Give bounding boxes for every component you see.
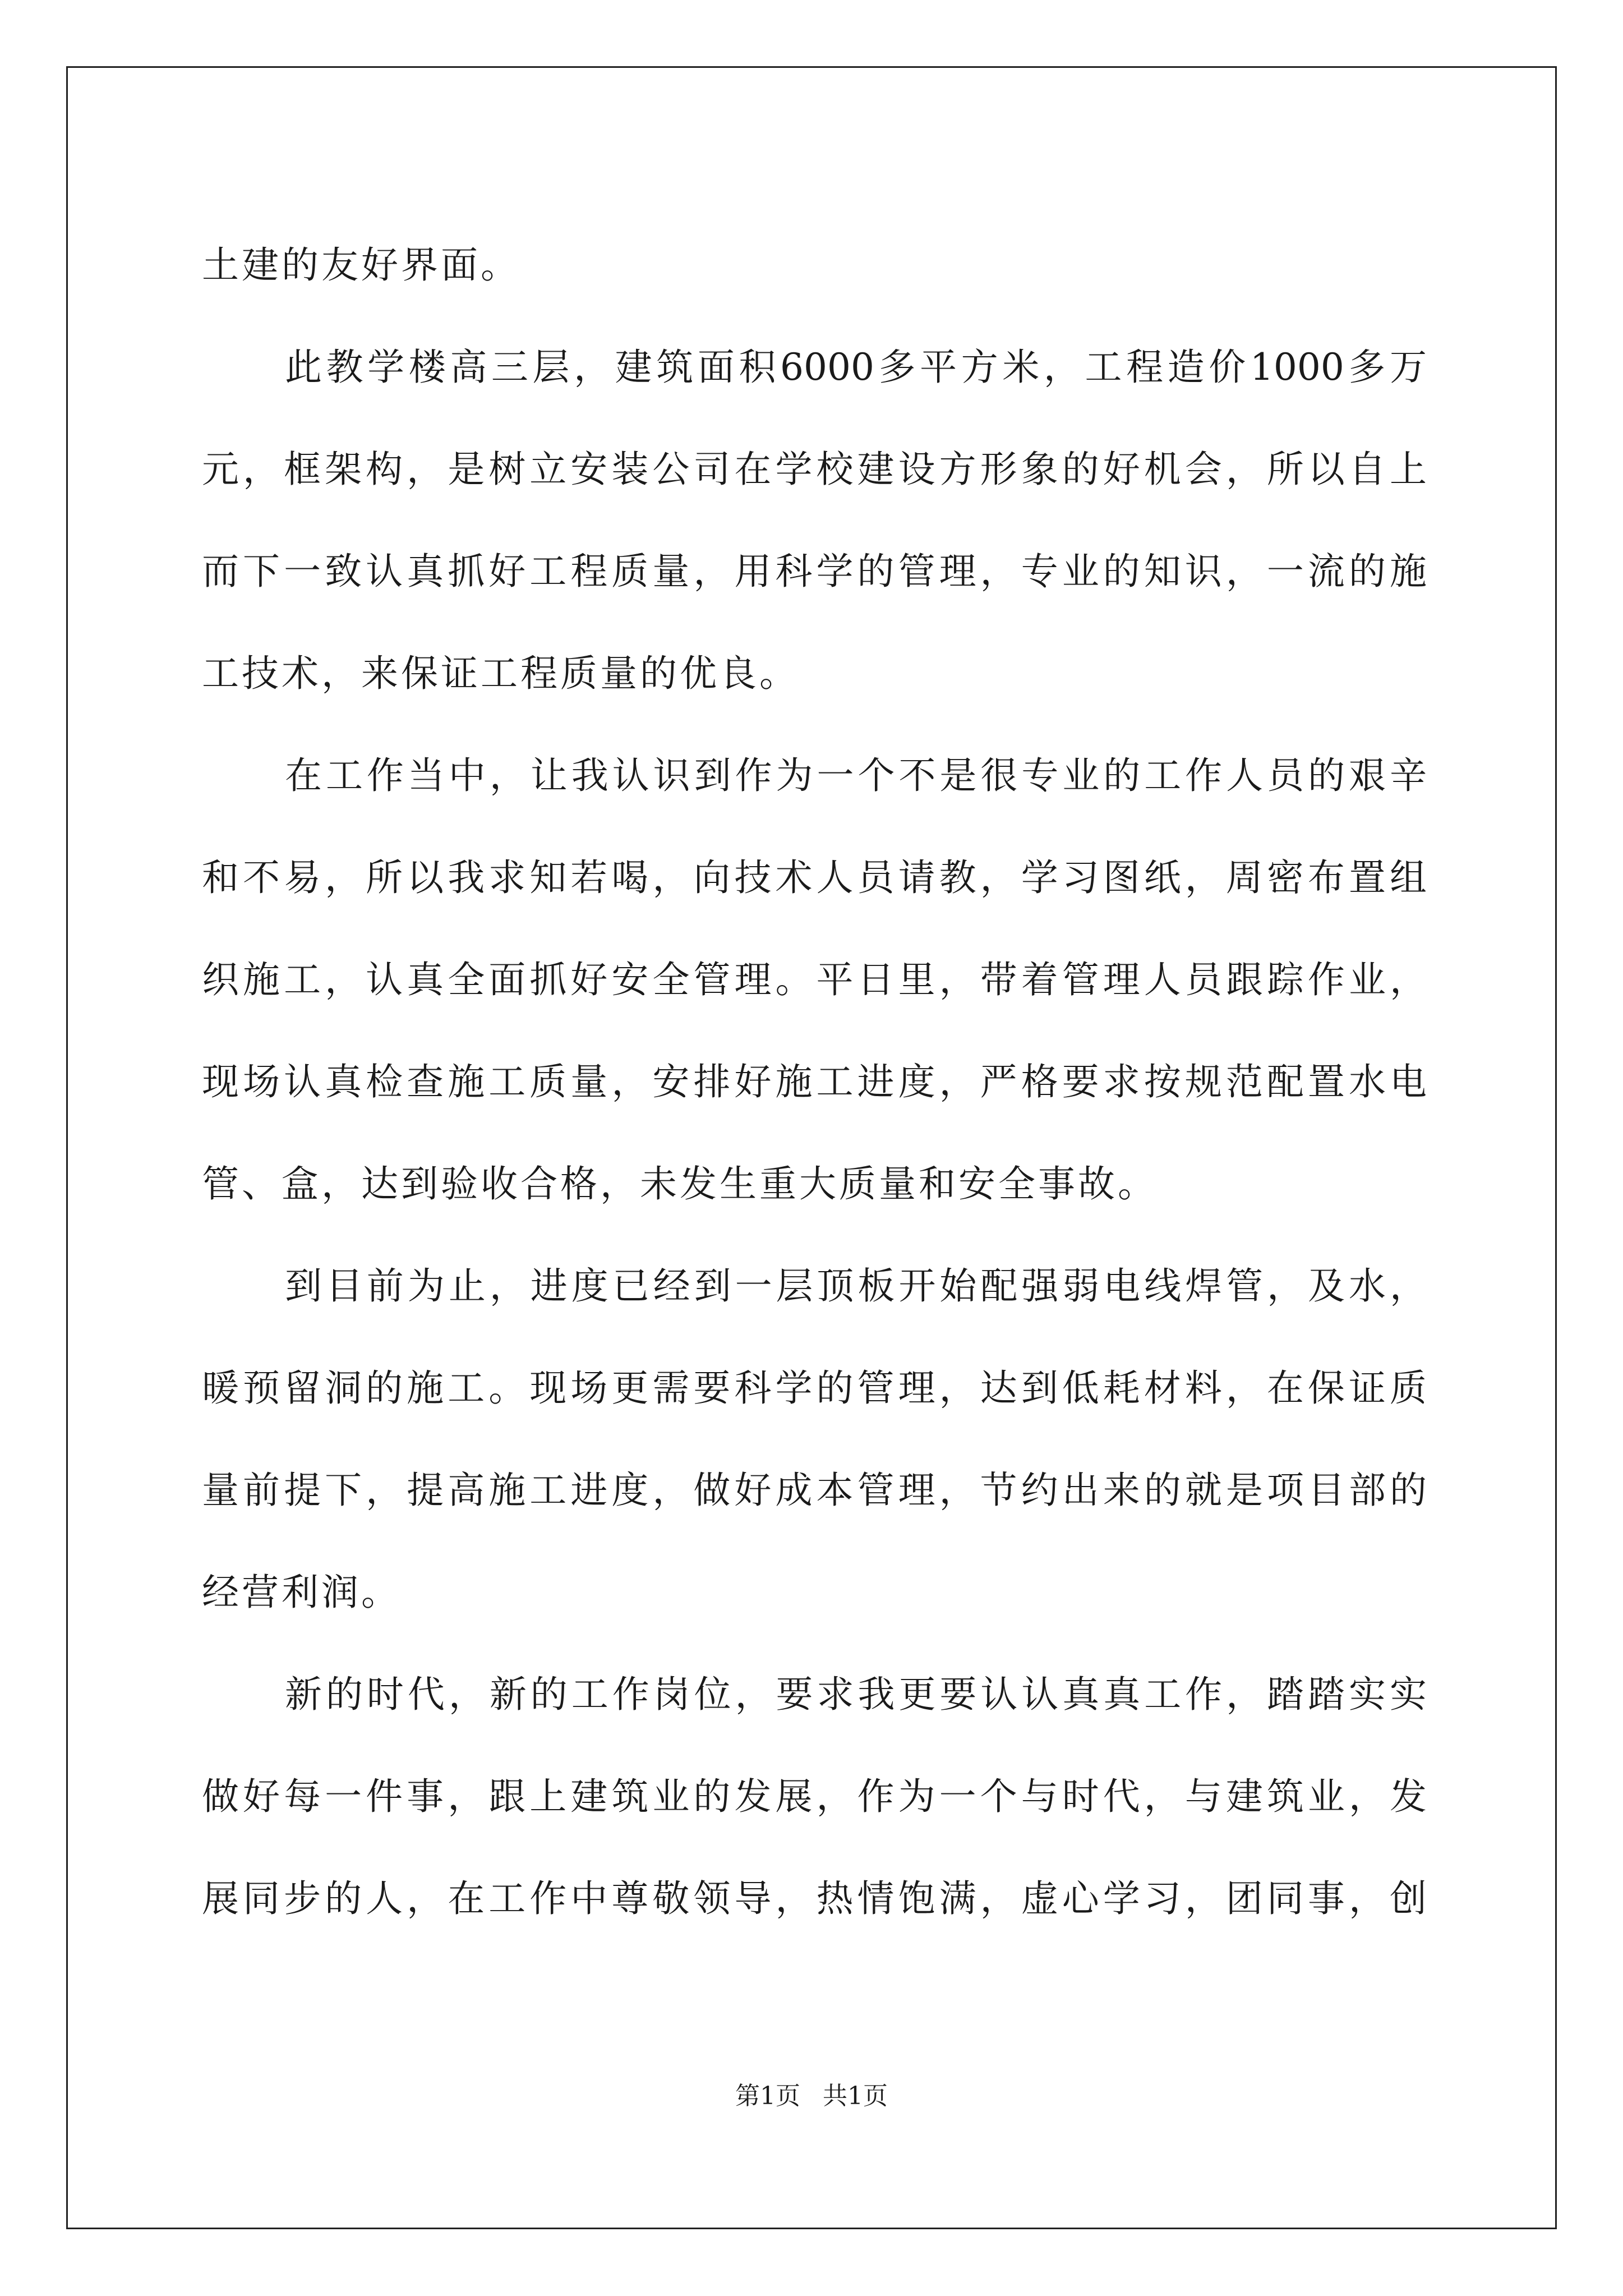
text-line: 经营利润。 [202, 1571, 401, 1614]
text-line: 在工作当中，让我认识到作为一个不是很专业的工作人员的艰辛 [285, 754, 1427, 797]
text-line: 而下一致认真抓好工程质量，用科学的管理，专业的知识，一流的施 [202, 550, 1427, 593]
text-line: 和不易，所以我求知若喝，向技术人员请教，学习图纸，周密布置组 [202, 856, 1427, 899]
text-line: 展同步的人，在工作中尊敬领导，热情饱满，虚心学习，团同事，创 [202, 1877, 1427, 1920]
document-body [202, 214, 1427, 1950]
text-line: 做好每一件事，跟上建筑业的发展，作为一个与时代，与建筑业，发 [202, 1775, 1427, 1818]
text-line: 到目前为止，进度已经到一层顶板开始配强弱电线焊管，及水， [285, 1264, 1427, 1308]
text-line: 新的时代，新的工作岗位，要求我更要认认真真工作，踏踏实实 [285, 1673, 1427, 1716]
page-number: 第1页 [735, 2082, 800, 2110]
text-line: 暖预留洞的施工。现场更需要科学的管理，达到低耗材料，在保证质 [202, 1366, 1427, 1410]
text-line: 量前提下，提高施工进度，做好成本管理，节约出来的就是项目部的 [202, 1469, 1427, 1512]
text-line: 此教学楼高三层，建筑面积6000多平方米，工程造价1000多万 [285, 346, 1427, 389]
page-footer [0, 2079, 1623, 2113]
text-line: 现场认真检查施工质量，安排好施工进度，严格要求按规范配置水电 [202, 1060, 1427, 1103]
text-line: 管、盒，达到验收合格，未发生重大质量和安全事故。 [202, 1162, 1158, 1205]
page-total: 共1页 [823, 2082, 888, 2110]
text-line: 土建的友好界面。 [202, 243, 520, 287]
text-line: 织施工，认真全面抓好安全管理。平日里，带着管理人员跟踪作业， [202, 958, 1427, 1001]
text-line: 工技术，来保证工程质量的优良。 [202, 652, 799, 695]
text-line: 元，框架构，是树立安装公司在学校建设方形象的好机会，所以自上 [202, 448, 1427, 491]
